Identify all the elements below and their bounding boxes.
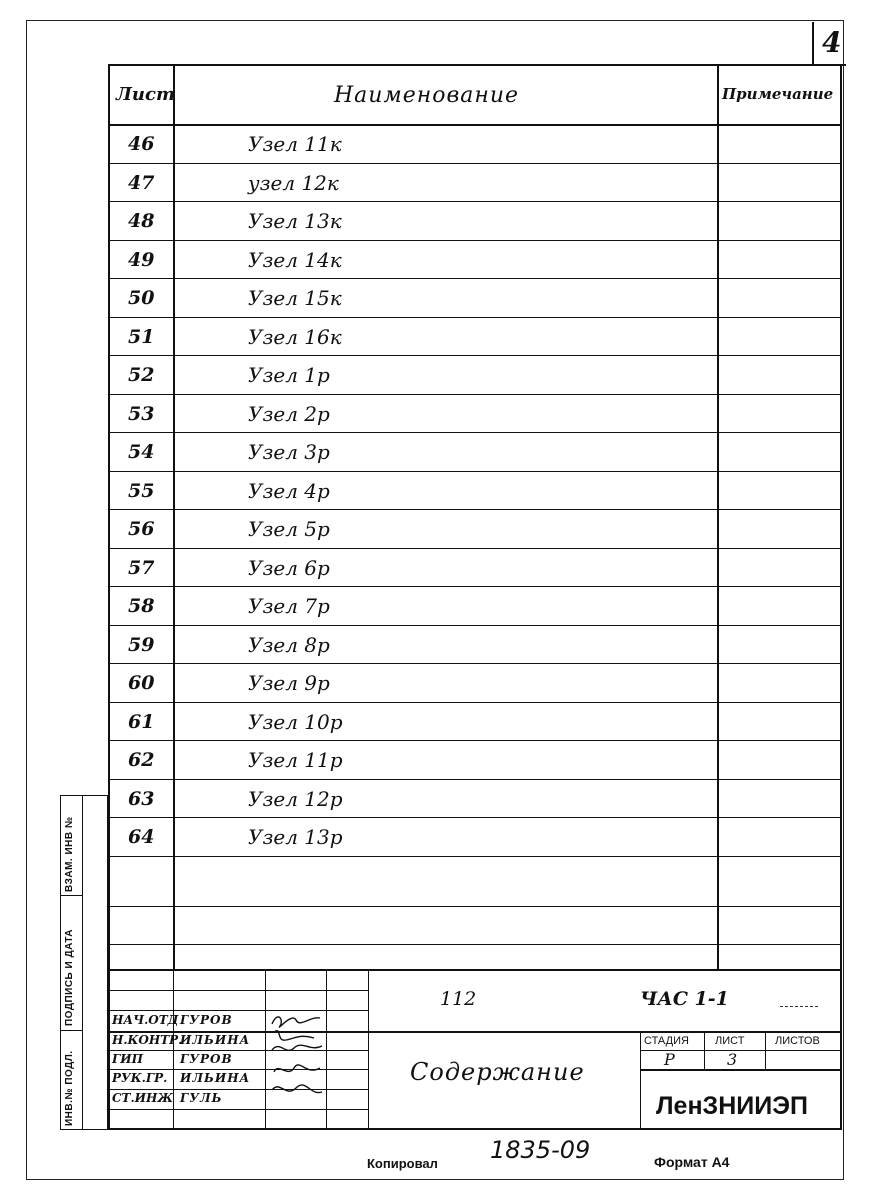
row-sheet-number: 50 (128, 287, 155, 309)
row-separator (108, 625, 842, 626)
row-item-name: Узел 3р (248, 440, 330, 464)
copied-label: Копировал (367, 1156, 438, 1171)
row-sheet-number: 48 (128, 210, 155, 232)
header-name: Наименование (334, 83, 520, 108)
row-item-name: Узел 5р (248, 517, 330, 541)
tb-person-name: ГУРОВ (180, 1013, 233, 1027)
code-dash (780, 1006, 818, 1007)
code-left: 112 (440, 988, 477, 1010)
row-separator (108, 779, 842, 780)
row-sheet-number: 55 (128, 479, 155, 502)
row-separator (108, 278, 842, 279)
side-inv: ИНВ.№ ПОДЛ. (64, 1050, 75, 1126)
sheets-label: ЛИСТОВ (775, 1035, 820, 1047)
row-sheet-number: 60 (128, 672, 155, 694)
row-sheet-number: 62 (128, 749, 155, 771)
sheet-number: 4 (822, 26, 842, 59)
org-name: ЛенЗНИИЭП (656, 1092, 808, 1120)
table-top-border (108, 64, 842, 66)
row-separator (108, 740, 842, 741)
tb-person-name: ГУРОВ (180, 1052, 233, 1066)
header-note: Примечание (722, 85, 834, 103)
tb-row4 (108, 1050, 368, 1051)
side-stamp-sep2 (60, 1030, 83, 1031)
side-vzam: ВЗАМ. ИНВ № (64, 816, 75, 892)
row-sheet-number: 59 (128, 633, 155, 656)
row-sheet-number: 57 (128, 556, 155, 579)
format-label: Формат А4 (654, 1154, 730, 1170)
row-item-name: Узел 4р (248, 478, 330, 503)
row-item-name: Узел 11р (248, 748, 343, 772)
row-sheet-number: 47 (128, 171, 155, 194)
tb-col-date (368, 969, 369, 1129)
title-block-bottom (108, 1128, 842, 1130)
row-separator (108, 163, 842, 164)
code-right: ЧАС 1-1 (640, 988, 729, 1010)
row-separator (108, 201, 842, 202)
copied-number: 1835-09 (490, 1136, 591, 1164)
row-item-name: Узел 16к (248, 324, 342, 349)
row-sheet-number: 53 (128, 402, 155, 425)
tb-row2 (108, 1010, 368, 1011)
row-separator (108, 471, 842, 472)
row-item-name: узел 12к (248, 170, 339, 195)
sheet-value: 3 (727, 1050, 738, 1069)
row-separator (108, 702, 842, 703)
row-separator (108, 317, 842, 318)
title-block-top (108, 969, 842, 971)
row-separator (108, 432, 842, 433)
row-separator (108, 856, 842, 857)
row-sheet-number: 64 (128, 826, 155, 848)
tb-col-role (173, 969, 174, 1129)
tb-role: НАЧ.ОТД (112, 1013, 179, 1027)
tb-row7 (108, 1109, 368, 1110)
signature-strokes (272, 1017, 322, 1093)
row-separator (108, 663, 842, 664)
row-item-name: Узел 10р (248, 709, 343, 734)
tb-person-name: ИЛЬИНА (180, 1033, 251, 1047)
tb-row5 (108, 1069, 368, 1070)
row-item-name: Узел 12р (248, 786, 343, 811)
row-item-name: Узел 7р (248, 594, 330, 618)
tb-role: ГИП (112, 1052, 143, 1066)
row-separator (108, 509, 842, 510)
col-divider-note (717, 64, 719, 969)
tb-role: РУК.ГР. (112, 1071, 168, 1085)
sheet-label: ЛИСТ (715, 1035, 745, 1047)
row-sheet-number: 49 (128, 248, 155, 271)
row-separator (108, 548, 842, 549)
tb-role: Н.КОНТР. (112, 1033, 183, 1047)
row-separator-blank (108, 906, 842, 907)
row-separator (108, 355, 842, 356)
side-stamp-sep1 (60, 895, 83, 896)
row-item-name: Узел 2р (248, 401, 330, 426)
row-item-name: Узел 6р (248, 555, 330, 580)
row-sheet-number: 58 (128, 595, 155, 617)
header-sheet: Лист (116, 84, 176, 105)
row-separator (108, 394, 842, 395)
side-podpis: ПОДПИСЬ И ДАТА (64, 928, 75, 1026)
row-sheet-number: 61 (128, 710, 155, 733)
row-sheet-number: 56 (128, 518, 155, 540)
tb-person-name: ГУЛЬ (180, 1091, 223, 1105)
row-separator (108, 240, 842, 241)
row-separator (108, 586, 842, 587)
row-sheet-number: 46 (128, 133, 155, 155)
row-item-name: Узел 9р (248, 671, 330, 695)
stage-box-row2 (640, 1069, 840, 1071)
row-sheet-number: 52 (128, 364, 155, 386)
row-item-name: Узел 15к (248, 286, 342, 310)
row-item-name: Узел 8р (248, 632, 330, 657)
tb-person-name: ИЛЬИНА (180, 1071, 251, 1085)
row-separator-blank (108, 944, 842, 945)
row-item-name: Узел 13к (248, 209, 342, 233)
tb-row6 (108, 1089, 368, 1090)
tb-col-sign (326, 969, 327, 1129)
side-stamp-divider (82, 795, 83, 1130)
row-item-name: Узел 14к (248, 247, 342, 272)
stage-value: Р (664, 1050, 675, 1069)
row-item-name: Узел 11к (248, 132, 342, 156)
doc-title: Содержание (410, 1058, 585, 1086)
stage-box-left (640, 1031, 641, 1129)
row-item-name: Узел 13р (248, 825, 343, 849)
tb-role: СТ.ИНЖ (112, 1091, 174, 1105)
row-separator (108, 817, 842, 818)
header-bottom-border (108, 124, 842, 126)
row-sheet-number: 63 (128, 787, 155, 810)
stage-label: СТАДИЯ (644, 1035, 689, 1047)
row-item-name: Узел 1р (248, 363, 330, 387)
row-sheet-number: 54 (128, 441, 155, 463)
tb-row1 (108, 990, 368, 991)
row-sheet-number: 51 (128, 325, 155, 348)
signatures (266, 1006, 326, 1110)
